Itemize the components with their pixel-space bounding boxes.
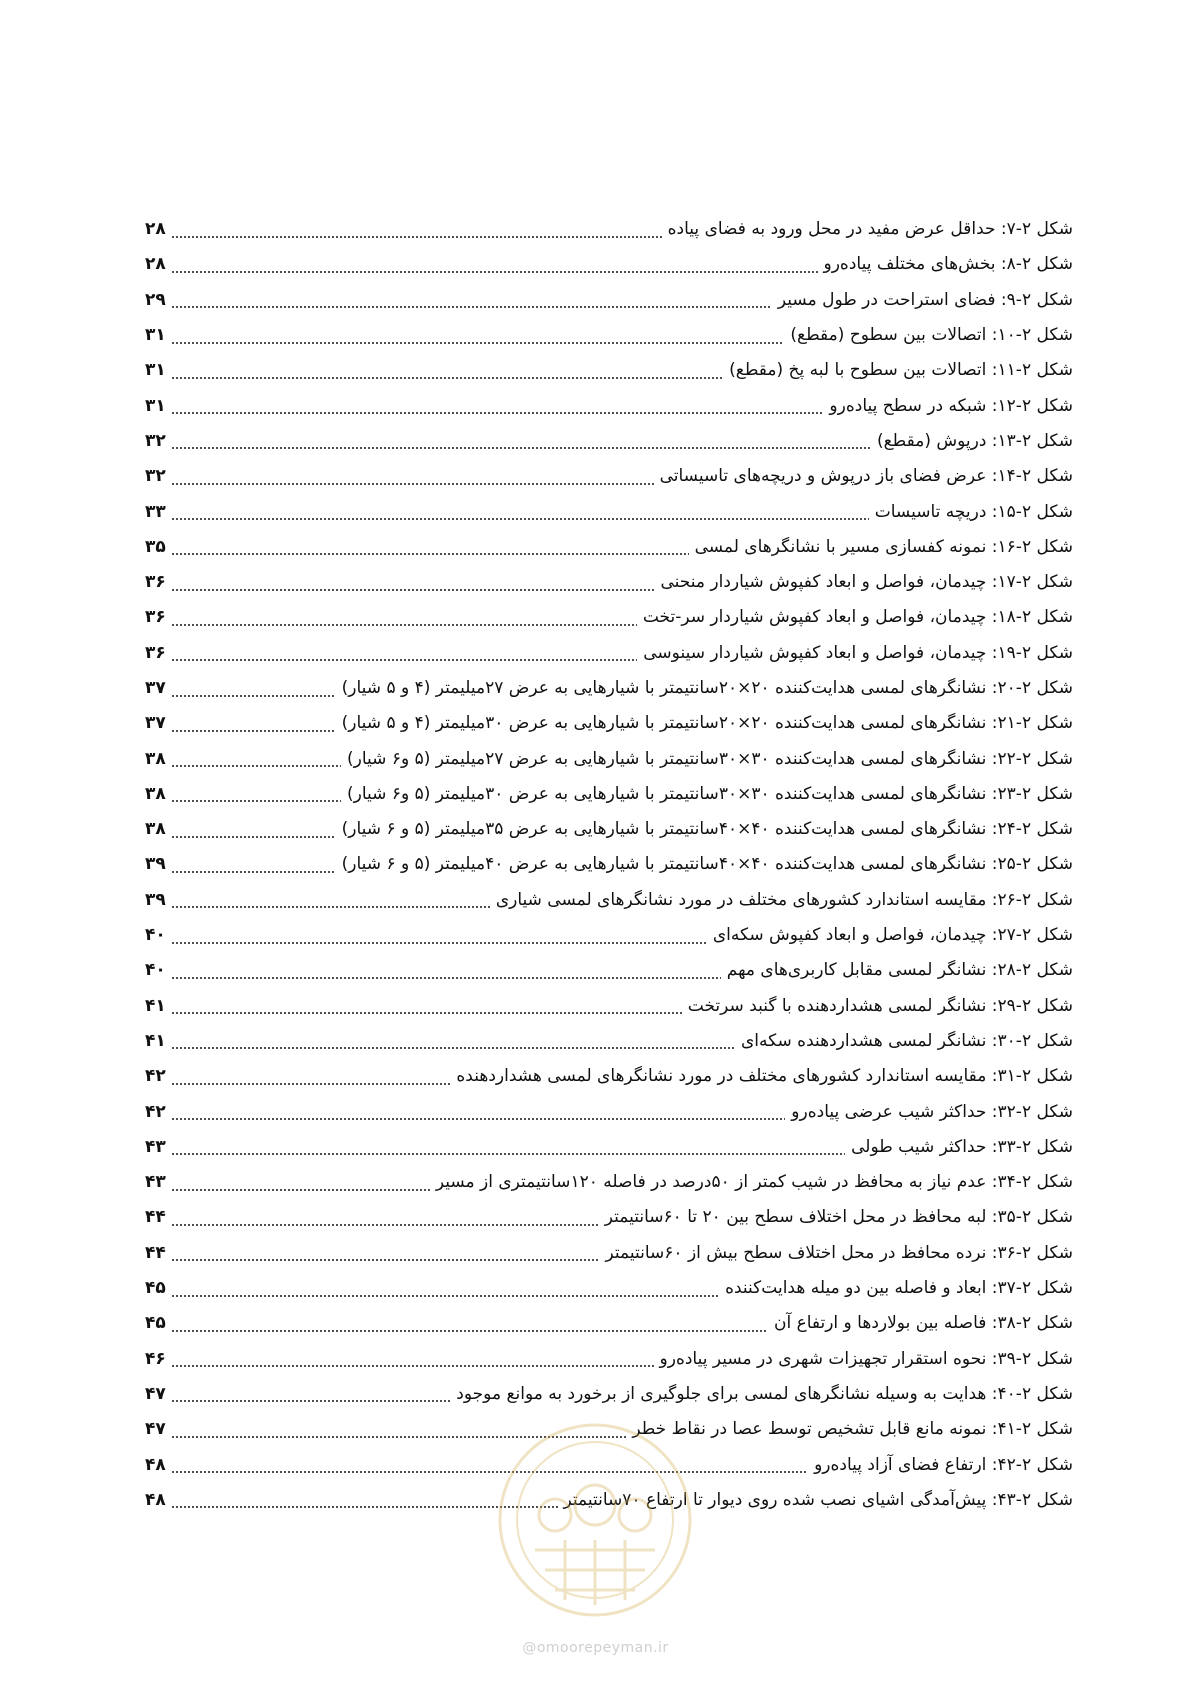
toc-entry-page-number: ۴۴: [145, 1207, 166, 1228]
toc-entry-label: شکل ۲-۱۲: شبکه در سطح پیاده‌رو: [829, 395, 1073, 416]
toc-entry-page-number: ۴۳: [145, 1136, 166, 1157]
toc-entry-page-number: ۳۳: [145, 501, 166, 522]
dot-leader: [171, 1047, 735, 1049]
toc-entry[interactable]: [145, 1165, 1073, 1200]
toc-entry-label: شکل ۲-۲۷: چیدمان، فواصل و ابعاد کفپوش سکه‌ای: [712, 925, 1073, 946]
toc-entry-label: شکل ۲-۳۶: نرده محافظ در محل اختلاف سطح بیش از ۶۰سانتیمتر: [605, 1242, 1073, 1263]
toc-entry[interactable]: [145, 212, 1073, 247]
toc-entry-page-number: ۳۱: [145, 325, 166, 346]
toc-entry-label: شکل ۲-۴۲: ارتفاع فضای آزاد پیاده‌رو: [814, 1454, 1073, 1475]
dot-leader: [171, 271, 818, 273]
toc-entry-page-number: ۳۶: [145, 607, 166, 628]
toc-entry[interactable]: [145, 1024, 1073, 1059]
toc-entry-page-number: ۳۵: [145, 536, 166, 557]
toc-entry[interactable]: [145, 1236, 1073, 1271]
toc-entry[interactable]: [145, 1306, 1073, 1341]
toc-entry-page-number: ۴۷: [145, 1419, 166, 1440]
toc-entry-page-number: ۴۳: [145, 1172, 166, 1193]
toc-entry-label: شکل ۲-۲۰: نشانگرهای لمسی هدایت‌کننده ۲۰×۲۰سانتیمتر با شیارهایی به عرض ۲۷میلیمتر (۴ و ۵ شیار): [341, 678, 1073, 698]
dot-leader: [171, 589, 654, 591]
toc-entry[interactable]: [145, 600, 1073, 635]
toc-entry-label: شکل ۲-۳۸: فاصله بین بولاردها و ارتفاع آن: [773, 1313, 1073, 1334]
toc-entry[interactable]: [145, 388, 1073, 423]
toc-entry[interactable]: [145, 1200, 1073, 1235]
toc-entry-label: شکل ۲-۲۵: نشانگرهای لمسی هدایت‌کننده ۴۰×۴۰سانتیمتر با شیارهایی به عرض ۴۰میلیمتر (۵ و ۶ شیار): [341, 854, 1073, 875]
toc-entry-page-number: ۴۲: [145, 1101, 166, 1122]
toc-entry-page-number: ۳۶: [145, 642, 166, 663]
toc-entry-label: شکل ۲-۳۵: لبه محافظ در محل اختلاف سطح بین ۲۰ تا ۶۰سانتیمتر: [604, 1207, 1073, 1228]
toc-entry-label: شکل ۲-۴۱: نمونه مانع قابل تشخیص توسط عصا در نقاط خطر: [632, 1419, 1073, 1440]
toc-entry[interactable]: [145, 318, 1073, 353]
dot-leader: [171, 871, 336, 873]
toc-entry[interactable]: [145, 283, 1073, 318]
toc-entry[interactable]: [145, 989, 1073, 1024]
toc-entry[interactable]: [145, 706, 1073, 741]
toc-entry[interactable]: [145, 1130, 1073, 1165]
toc-entry-label: شکل ۲-۱۴: عرض فضای باز درپوش و دریچه‌های تاسیساتی: [659, 466, 1073, 487]
toc-entry[interactable]: [145, 777, 1073, 812]
toc-entry-label: شکل ۲-۴۰: هدایت به وسیله نشانگرهای لمسی برای جلوگیری از برخورد به موانع موجود: [456, 1383, 1073, 1404]
toc-entry-label: شکل ۲-۲۳: نشانگرهای لمسی هدایت‌کننده ۳۰×۳۰سانتیمتر با شیارهایی به عرض ۳۰میلیمتر (۵ و۶ شیار): [347, 783, 1073, 804]
toc-entry-label: شکل ۲-۱۶: نمونه کفسازی مسیر با نشانگرهای لمسی: [694, 536, 1073, 557]
toc-entry-label: شکل ۲-۱۰: اتصالات بین سطوح (مقطع): [790, 325, 1073, 346]
toc-entry-page-number: ۴۵: [145, 1313, 166, 1334]
toc-entry-page-number: ۴۸: [145, 1489, 166, 1510]
toc-entry-label: شکل ۲-۳۴: عدم نیاز به محافظ در شیب کمتر از ۵۰درصد در فاصله ۱۲۰سانتیمتری از مسیر: [435, 1172, 1073, 1193]
toc-entry-label: شکل ۲-۳۲: حداکثر شیب عرضی پیاده‌رو: [791, 1101, 1073, 1122]
toc-entry-label: شکل ۲-۳۱: مقایسه استاندارد کشورهای مختلف در مورد نشانگرهای لمسی هشداردهنده: [456, 1066, 1073, 1087]
toc-entry-label: شکل ۲-۱۸: چیدمان، فواصل و ابعاد کفپوش شیاردار سر-تخت: [642, 607, 1073, 628]
toc-entry-page-number: ۴۰: [145, 925, 166, 946]
toc-entry-label: شکل ۲-۱۳: درپوش (مقطع): [876, 430, 1073, 451]
toc-entry-page-number: ۳۷: [145, 678, 166, 698]
toc-entry-page-number: ۳۹: [145, 889, 166, 910]
dot-leader: [171, 1118, 785, 1120]
toc-entry-page-number: ۳۸: [145, 783, 166, 804]
dot-leader: [171, 1083, 450, 1085]
toc-entry-label: شکل ۲-۲۶: مقایسه استاندارد کشورهای مختلف در مورد نشانگرهای لمسی شیاری: [495, 889, 1073, 910]
toc-entry-page-number: ۴۸: [145, 1454, 166, 1475]
dot-leader: [171, 1295, 719, 1297]
toc-entry[interactable]: [145, 1342, 1073, 1377]
toc-entry-label: شکل ۲-۲۸: نشانگر لمسی مقابل کاربری‌های مهم: [726, 960, 1073, 981]
toc-entry-page-number: ۲۹: [145, 289, 166, 310]
toc-entry[interactable]: [145, 1094, 1073, 1129]
toc-entry-label: شکل ۲-۱۷: چیدمان، فواصل و ابعاد کفپوش شیاردار منحنی: [660, 572, 1073, 593]
toc-entry[interactable]: [145, 530, 1073, 565]
dot-leader: [171, 906, 490, 908]
toc-entry[interactable]: [145, 565, 1073, 600]
dot-leader: [171, 800, 341, 802]
dot-leader: [171, 447, 871, 449]
toc-entry-label: شکل ۲-۳۹: نحوه استقرار تجهیزات شهری در مسیر پیاده‌رو: [659, 1348, 1073, 1369]
toc-entry-page-number: ۳۷: [145, 713, 166, 734]
toc-entry-label: شکل ۲-۴۳: پیش‌آمدگی اشیای نصب شده روی دیوار تا ارتفاع ۷۰سانتیمتر: [563, 1489, 1073, 1510]
list-of-figures: [145, 212, 1073, 1518]
toc-entry-page-number: ۴۱: [145, 995, 166, 1016]
dot-leader: [171, 1330, 768, 1332]
dot-leader: [171, 1365, 654, 1367]
toc-entry-page-number: ۳۱: [145, 360, 166, 381]
toc-entry[interactable]: [145, 247, 1073, 282]
dot-leader: [171, 765, 341, 767]
toc-entry[interactable]: [145, 741, 1073, 776]
dot-leader: [171, 236, 662, 238]
dot-leader: [171, 1400, 450, 1402]
dot-leader: [171, 306, 772, 308]
dot-leader: [171, 730, 336, 732]
toc-entry[interactable]: [145, 1377, 1073, 1412]
dot-leader: [171, 518, 869, 520]
toc-entry-label: شکل ۲-۲۴: نشانگرهای لمسی هدایت‌کننده ۴۰×۴۰سانتیمتر با شیارهایی به عرض ۳۵میلیمتر (۵ و ۶ شیار): [341, 819, 1073, 840]
watermark-url: @omoorepeyman.ir: [522, 1640, 669, 1656]
toc-entry-label: شکل ۲-۱۵: دریچه تاسیسات: [874, 501, 1073, 522]
toc-entry-label: شکل ۲-۸: بخش‌های مختلف پیاده‌رو: [823, 254, 1073, 275]
toc-entry[interactable]: [145, 847, 1073, 882]
dot-leader: [171, 342, 784, 344]
toc-entry[interactable]: [145, 636, 1073, 671]
toc-entry-page-number: ۳۲: [145, 466, 166, 487]
toc-entry-page-number: ۴۴: [145, 1242, 166, 1263]
toc-entry-label: شکل ۲-۳۳: حداکثر شیب طولی: [851, 1136, 1073, 1157]
toc-entry-label: شکل ۲-۲۹: نشانگر لمسی هشداردهنده با گنبد سرتخت: [687, 995, 1073, 1016]
dot-leader: [171, 412, 823, 414]
dot-leader: [171, 1153, 845, 1155]
dot-leader: [171, 1471, 808, 1473]
toc-entry[interactable]: [145, 812, 1073, 847]
toc-entry[interactable]: [145, 353, 1073, 388]
toc-entry[interactable]: [145, 494, 1073, 529]
toc-entry-page-number: ۴۷: [145, 1383, 166, 1404]
dot-leader: [171, 553, 689, 555]
toc-entry-page-number: ۴۲: [145, 1066, 166, 1087]
dot-leader: [171, 659, 637, 661]
toc-entry-label: شکل ۲-۱۱: اتصالات بین سطوح با لبه پخ (مقطع): [729, 360, 1073, 381]
dot-leader: [171, 942, 707, 944]
toc-entry-label: شکل ۲-۳۰: نشانگر لمسی هشداردهنده سکه‌ای: [741, 1030, 1073, 1051]
dot-leader: [171, 695, 336, 697]
toc-entry-page-number: ۴۰: [145, 960, 166, 981]
toc-entry-label: شکل ۲-۷: حداقل عرض مفید در محل ورود به فضای پیاده: [667, 219, 1073, 240]
toc-entry[interactable]: [145, 953, 1073, 988]
watermark-seal-logo: [495, 1420, 695, 1620]
toc-entry-page-number: ۴۶: [145, 1348, 166, 1369]
toc-entry-page-number: ۳۸: [145, 819, 166, 840]
dot-leader: [171, 1259, 600, 1261]
dot-leader: [171, 1012, 682, 1014]
toc-entry[interactable]: [145, 918, 1073, 953]
toc-entry[interactable]: [145, 1059, 1073, 1094]
dot-leader: [171, 1189, 430, 1191]
toc-entry-page-number: ۲۸: [145, 254, 166, 275]
dot-leader: [171, 377, 723, 379]
toc-entry-label: شکل ۲-۳۷: ابعاد و فاصله بین دو میله هدایت‌کننده: [725, 1278, 1073, 1299]
dot-leader: [171, 483, 654, 485]
toc-entry-label: شکل ۲-۲۱: نشانگرهای لمسی هدایت‌کننده ۲۰×۲۰سانتیمتر با شیارهایی به عرض ۳۰میلیمتر (۴ و ۵ شیار): [341, 713, 1073, 734]
dot-leader: [171, 977, 721, 979]
toc-entry-page-number: ۴۵: [145, 1278, 166, 1299]
toc-entry[interactable]: [145, 459, 1073, 494]
toc-entry-page-number: ۴۱: [145, 1030, 166, 1051]
toc-entry[interactable]: [145, 1271, 1073, 1306]
toc-entry-page-number: ۳۹: [145, 854, 166, 875]
toc-entry-label: شکل ۲-۹: فضای استراحت در طول مسیر: [777, 289, 1073, 310]
dot-leader: [171, 624, 637, 626]
toc-entry-page-number: ۳۲: [145, 430, 166, 451]
toc-entry-page-number: ۳۶: [145, 572, 166, 593]
toc-entry[interactable]: [145, 424, 1073, 459]
toc-entry[interactable]: [145, 671, 1073, 706]
toc-entry-page-number: ۳۱: [145, 395, 166, 416]
toc-entry-label: شکل ۲-۱۹: چیدمان، فواصل و ابعاد کفپوش شیاردار سینوسی: [643, 642, 1073, 663]
toc-entry[interactable]: [145, 883, 1073, 918]
dot-leader: [171, 1224, 599, 1226]
toc-entry-label: شکل ۲-۲۲: نشانگرهای لمسی هدایت‌کننده ۳۰×۳۰سانتیمتر با شیارهایی به عرض ۲۷میلیمتر (۵ و۶ شیار): [347, 748, 1073, 769]
toc-entry-page-number: ۳۸: [145, 748, 166, 769]
dot-leader: [171, 836, 336, 838]
toc-entry-page-number: ۲۸: [145, 219, 166, 240]
